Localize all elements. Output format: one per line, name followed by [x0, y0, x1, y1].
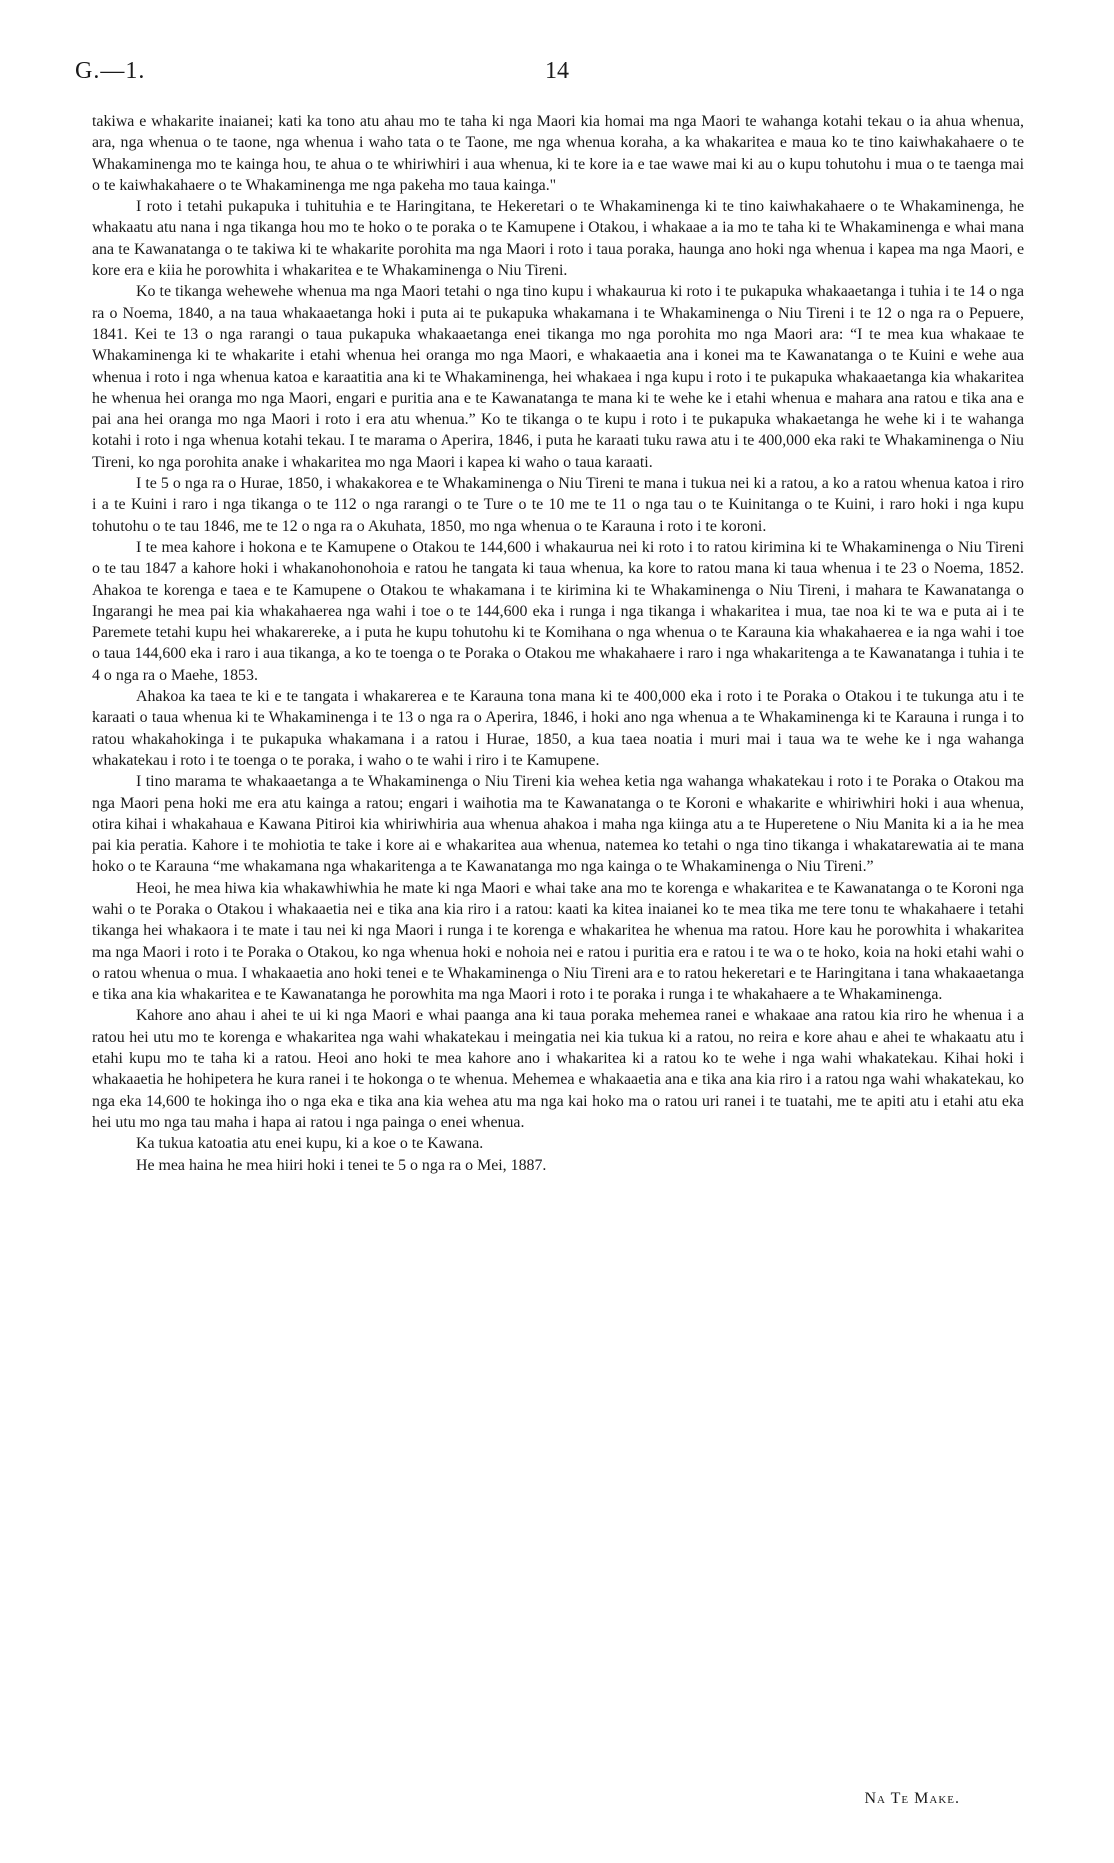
- signature: Na Te Make.: [864, 1790, 960, 1807]
- paragraph: takiwa e whakarite inaianei; kati ka tono atu ahau mo te taha ki nga Maori kia homai ma nga Maori te wahanga kotahi tekau o ia ahua whenua, ara, nga whenua o te taone, nga whenua i waho tata o te Taone, me nga whenua koraha, a ka whakaritea e maua ko te tino kaiwhakahaere o te Whakaminenga mo te kainga hou, te ahua o te whiriwhiri i aua whenua, ki te kore ia e tae wawe mai ki au o kupu tohutohu i mua o te taenga mai o te kaiwhakahaere o te Whakaminenga me nga pakeha mo taua kainga.": [92, 113, 1024, 194]
- paragraph: He mea haina he mea hiiri hoki i tenei te 5 o nga ra o Mei, 1887.: [136, 1156, 547, 1174]
- paragraph: Heoi, he mea hiwa kia whakawhiwhia he mate ki nga Maori e whai take ana mo te korenga e whakaritea e te Kawanatanga o te Koroni nga wahi o te Poraka o Otakou i whakaaetia nei e tika ana kia riro i a ratou: kaati ka kitea inaianei ko te mea tika me tere tonu te whakahaere i tetahi tikanga hei whakaora i te mate i tau nei ki nga Maori i runga i te korenga e whakaritea he whenua ma ratou. Hore kau he porowhita i whakaritea ma nga Maori i roto i te Poraka o Otakou, ko nga whenua hoki e nohoia nei e ratou i puritia era e ratou i te wa o te hoko, koia na hoki etahi wahi o o ratou whenua o mua. I whakaaetia ano hoki tenei e te Whakaminenga o Niu Tireni ara e to ratou hekeretari e te Haringitana i tana whakaaetanga e tika ana kia whakaritea e te Kawanatanga he porowhita ma nga Maori i roto i te poraka i runga i te whakahaere a te Whakaminenga.: [92, 879, 1024, 1004]
- paragraph: I roto i tetahi pukapuka i tuhituhia e te Haringitana, te Hekeretari o te Whakaminenga ki te tino kaiwhakahaere o te Whakaminenga, he whakaatu atu nana i nga tikanga hou mo te hoko o te poraka o te Kamupene i Otakou, i whakaae a ia mo te taha ki te Whakaminenga e whai mana ana te Kawanatanga o te takiwa ki te whakarite porohita ma nga Maori i roto i taua poraka, haunga ano hoki nga whenua i kapea ma nga Maori, e kore era e kiia he porowhita i whakaritea e te Whakaminenga o Niu Tireni.: [92, 198, 1024, 280]
- paragraph: Ka tukua katoatia atu enei kupu, ki a koe o te Kawana.: [136, 1135, 484, 1153]
- paragraph: I tino marama te whakaaetanga a te Whakaminenga o Niu Tireni kia wehea ketia nga wahanga whakatekau i roto i te Poraka o Otakou ma nga Maori pena hoki me era atu kainga a ratou; engari i waihotia ma te Kawanatanga o te Koroni e whakarite e whiriwhiri hoki i aua whenua, otira kihai i whakahaua e Kawana Pitiroi kia whiriwhiria aua whenua ahakoa i maha nga kiinga atu a te Huperetene o Niu Manita ki a ia he mea pai kia peratia. Kahore i te mohiotia te take i kore ai e whakaritea aua whenua, natemea ko tetahi o nga tino tikanga i whakatarewatia ai te mana hoko o te Karauna “me whakamana nga whakaritenga a te Kawanatanga mo nga kainga o te Whakaminenga o Niu Tireni.”: [92, 773, 1024, 876]
- page-header: [0, 58, 1114, 98]
- paragraph: Kahore ano ahau i ahei te ui ki nga Maori e whai paanga ana ki taua poraka mehemea ranei e whakaae ana ratou kia riro he whenua i a ratou hei utu mo te korenga e whakaritea nga wahi whakatekau i meingatia nei kia tukua ki a ratou, no reira e kore ahau e ahei te whakaatu atu i etahi kupu mo te taha ki a ratou. Heoi ano hoki te mea kahore ano i whakaritea ki a ratou ko te wehe i nga wahi whakatekau. Kihai hoki i whakaaetia he hohipetera he kura ranei i te hokonga o te whenua. Mehemea e whakaaetia ana e tika ana kia riro i a ratou nga wahi whakatekau, ko nga eka 14,600 te hokinga iho o nga eka e tika ana kia wehea atu ma nga kai hoko ma o ratou uri ranei i te tuatahi, me te apiti atu i etahi atu eka hei utu mo nga tau maha i hapa ai ratou i nga painga o enei whenua.: [92, 1007, 1024, 1131]
- paragraph: I te 5 o nga ra o Hurae, 1850, i whakakorea e te Whakaminenga o Niu Tireni te mana i tukua nei ki a ratou, a ko a ratou whenua katoa i riro i a te Kuini i raro i nga tikanga o te 112 o nga rarangi o te Ture o te 10 me te 11 o nga tau o te Kuinitanga o te Kuini, i raro hoki i nga kupu tohutohu o te tau 1846, me te 12 o nga ra o Akuhata, 1850, mo nga whenua o te Karauna i roto i te koroni.: [92, 475, 1024, 535]
- paragraph: Ko te tikanga wehewehe whenua ma nga Maori tetahi o nga tino kupu i whakaurua ki roto i te pukapuka whakaaetanga i tuhia i te 14 o nga ra o Noema, 1840, a na taua whakaaetanga hoki i puta ai te pukapuka whakamana i te Whakaminenga o Niu Tireni i te 12 o nga ra o Pepuere, 1841. Kei te 13 o nga rarangi o taua pukapuka whakaaetanga enei tikanga mo nga porohita mo nga Maori ara: “I te mea kua whakaae te Whakaminenga ki te whakarite i etahi whenua hei oranga mo nga Maori, e whakaaetia ana i konei ma te Kawanatanga o te Kuini e wehe aua whenua i roto i nga whenua katoa e karaatitia ana ki te Whakaminenga, hei whakaea i nga kupu i roto i te pukapuka whakaaetanga kia whakaritea he whenua hei oranga mo nga Maori, engari e puritia ana e te Kawanatanga te mana ki te wehe ke i etahi whenua e mahara ana ratou e tika ana e pai ana hei oranga mo nga Maori i roto i era atu whenua.” Ko te tikanga o te kupu i roto i te pukapuka whakaetanga he wehe ki i te wahanga kotahi i roto i nga whenua kotahi tekau. I te marama o Aperira, 1846, i puta he karaati tuku rawa atu i te 400,000 eka raki te Whakaminenga o Niu Tireni, ko nga porohita anake i whakaritea mo nga Maori i kapea ki waho o taua karaati.: [92, 283, 1024, 471]
- paragraph: Ahakoa ka taea te ki e te tangata i whakarerea e te Karauna tona mana ki te 400,000 eka i roto i te Poraka o Otakou i te tukunga atu i te karaati o taua whenua ki te Whakaminenga i te 13 o nga ra o Aperira, 1846, i hoki ano nga whenua a te Whakaminenga ki te Karauna i runga i to ratou whakahokinga i te pukapuka whakamana i a ratou i Hurae, 1850, a kua taea noatia i muri mai i taua wa te wehe ke i nga wahanga whakatekau i roto i te toenga o te poraka, i waho o te wahi i riro i te Kamupene.: [92, 688, 1024, 769]
- paragraph: I te mea kahore i hokona e te Kamupene o Otakou te 144,600 i whakaurua nei ki roto i to ratou kirimina ki te Whakaminenga o Niu Tireni o te tau 1847 a kahore hoki i whakanohonohoia e ratou he tangata ki taua whenua, ka kore to ratou mana ki taua whenua i te 23 o Noema, 1852. Ahakoa te korenga e taea e te Kamupene o Otakou te whakamana i te kirimina ki te Whakaminenga o Niu Tireni, i mahara te Kawanatanga o Ingarangi he mea pai kia whakahaerea nga wahi i toe o te 144,600 eka i runga i nga tikanga i whakaritea i mua, tae noa ki te wa e puta ai i te Paremete tetahi kupu hei whakarereke, a i puta he kupu tohutohu ki te Komihana o nga whenua o te Karauna kia whakahaerea e ia nga wahi i toe o taua 144,600 eka i raro i aua tikanga, a ko te toenga o te Poraka o Otakou me whakahaere i raro i nga whakaritenga a te Kawanatanga i tuhia i te 4 o nga ra o Maehe, 1853.: [92, 538, 1024, 684]
- document-body: [92, 111, 1024, 1176]
- series-reference: G.—1.: [75, 58, 146, 84]
- page-number: 14: [545, 58, 569, 84]
